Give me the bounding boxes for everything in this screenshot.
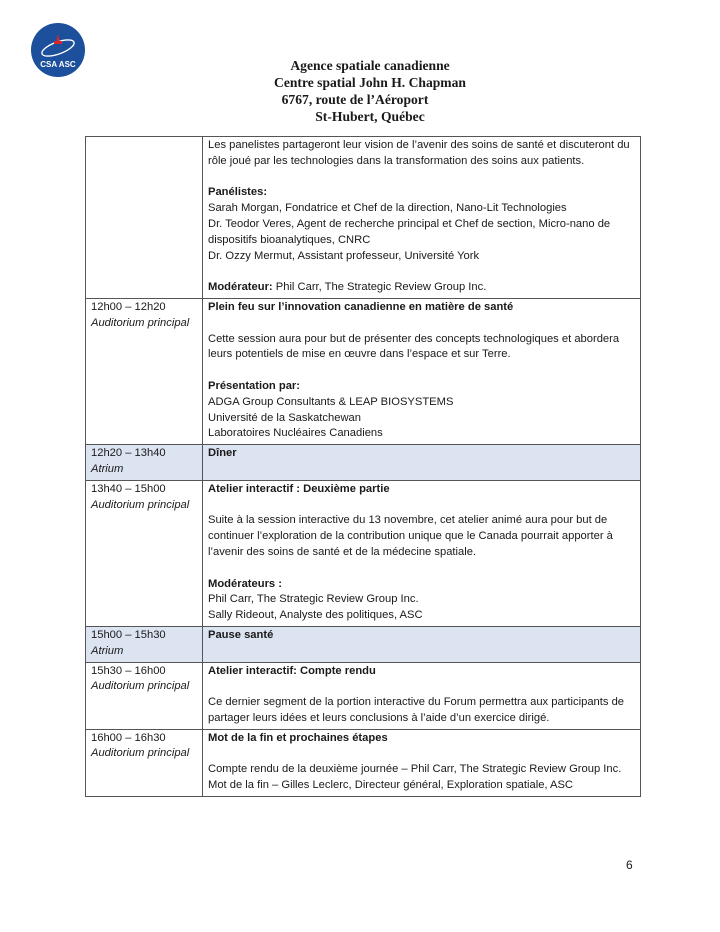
session-time: 15h30 – 16h00 [91,664,166,677]
session-description: Ce dernier segment de la portion interactive du Forum permettra aux participants de partager leurs idées et leurs conclusions à l’aide d’un exercice dirigé. [208,696,625,724]
panelist: Dr. Teodor Veres, Agent de recherche principal et Chef de section, Micro-nano de dispositifs bioanalytiques, CNRC [208,217,611,246]
session-title: Atelier interactif: Compte rendu [208,664,376,677]
table-row [86,445,641,481]
session-location: Auditorium principal [91,680,190,693]
header-agency: Agence spatiale canadienne [290,58,450,73]
session-cell [203,729,641,796]
schedule-table [85,136,641,797]
time-cell [86,626,203,662]
moderators-label: Modérateurs : [208,577,282,590]
presenters-label: Présentation par: [208,379,301,392]
session-location: Auditorium principal [91,747,190,760]
presenter: Université de la Saskatchewan [208,411,361,424]
presenter: Laboratoires Nucléaires Canadiens [208,427,383,440]
page-number: 6 [626,858,633,872]
session-cell [203,137,641,299]
address-header [200,57,540,125]
header-street: 6767, route de l’Aéroport [281,92,429,107]
session-description: Les panelistes partageront leur vision de l’avenir des soins de santé et discuteront du rôle joué par les technologies dans la transformation des soins aux patients. [208,139,630,167]
session-location: Atrium [91,462,124,475]
panelist: Dr. Ozzy Mermut, Assistant professeur, Université York [208,249,480,262]
moderator: Phil Carr, The Strategic Review Group Inc. [208,593,419,606]
moderator-label: Modérateur: [208,281,273,294]
session-title: Mot de la fin et prochaines étapes [208,731,388,744]
session-time: 16h00 – 16h30 [91,731,166,744]
session-cell [203,480,641,626]
table-row [86,626,641,662]
time-cell [86,445,203,481]
csa-logo [30,22,86,78]
presenter: ADGA Group Consultants & LEAP BIOSYSTEMS [208,395,454,408]
session-title: Pause santé [208,628,274,641]
time-cell [86,662,203,729]
table-row [86,729,641,796]
session-time: 12h00 – 12h20 [91,300,166,313]
time-cell [86,480,203,626]
time-cell [86,729,203,796]
svg-text:CSA ASC: CSA ASC [40,60,76,69]
moderator: Sally Rideout, Analyste des politiques, ASC [208,609,423,622]
session-cell [203,626,641,662]
session-title: Dîner [208,447,237,460]
panelists-label: Panélistes: [208,186,268,199]
session-description: Suite à la session interactive du 13 novembre, cet atelier animé aura pour but de continuer l’exploration de la contribution unique que le Canada pourrait apporter à l’avenir des soins de santé et de la médecine spatiale. [208,514,613,558]
moderator-line [208,280,635,296]
session-location: Auditorium principal [91,316,190,329]
header-centre: Centre spatial John H. Chapman [274,75,466,90]
session-cell [203,298,641,444]
session-location: Atrium [91,644,124,657]
session-time: 13h40 – 15h00 [91,482,166,495]
closing-line: Compte rendu de la deuxième journée – Phil Carr, The Strategic Review Group Inc. [208,763,622,776]
table-row [86,137,641,299]
header-city: St-Hubert, Québec [315,109,425,124]
table-row [86,480,641,626]
session-cell [203,662,641,729]
session-title: Atelier interactif : Deuxième partie [208,482,390,495]
session-time: 12h20 – 13h40 [91,447,166,460]
session-time: 15h00 – 15h30 [91,628,166,641]
session-description: Cette session aura pour but de présenter des concepts technologiques et abordera leurs potentiels de mise en œuvre dans l’espace et sur Terre. [208,332,620,361]
time-cell [86,137,203,299]
table-row [86,298,641,444]
time-cell [86,298,203,444]
moderator-value: Phil Carr, The Strategic Review Group Inc. [272,281,487,294]
session-title: Plein feu sur l’innovation canadienne en matière de santé [208,300,514,313]
session-cell [203,445,641,481]
session-location: Auditorium principal [91,498,190,511]
table-row [86,662,641,729]
panelist: Sarah Morgan, Fondatrice et Chef de la direction, Nano-Lit Technologies [208,202,567,215]
closing-line: Mot de la fin – Gilles Leclerc, Directeur général, Exploration spatiale, ASC [208,779,574,792]
